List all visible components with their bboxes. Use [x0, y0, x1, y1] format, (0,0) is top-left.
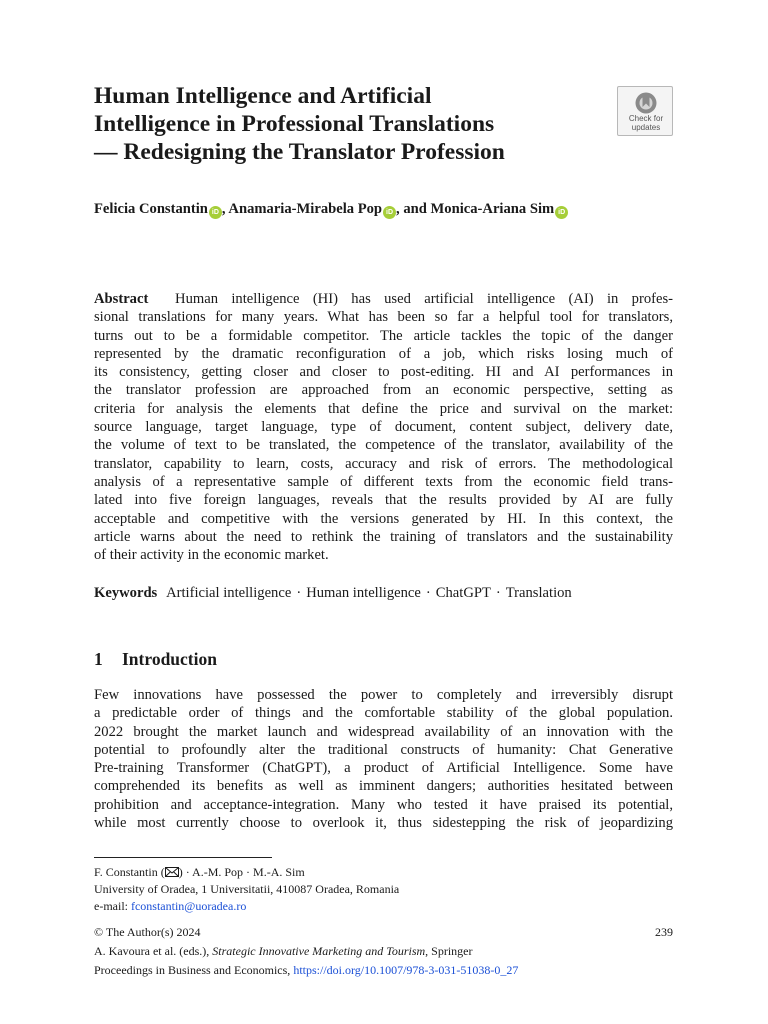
- body-line: Pre-training Transformer (ChatGPT), a product of Artificial Intelligence. Some have: [94, 760, 673, 777]
- check-for-updates-badge[interactable]: [617, 86, 673, 136]
- author-name: Anamaria-Mirabela Pop: [228, 201, 383, 217]
- affiliation: University of Oradea, 1 Universitatii, 410087 Oradea, Romania: [94, 882, 400, 896]
- body-line: comprehended its benefits as well as imminent dangers; authorities hesitated between: [94, 778, 673, 795]
- abstract-line: article warns about the need to rethink the training of translators and the sustainability: [94, 528, 673, 545]
- abstract-line: acceptable and competitive with the versions generated by HI. In this context, the: [94, 510, 673, 527]
- abstract-line: the volume of text to be translated, the competence of the translator, availability of the: [94, 437, 673, 454]
- body-line: prohibition and acceptance-integration. Many who tested it have praised its potential,: [94, 796, 673, 813]
- keywords: [94, 583, 673, 603]
- title-line: Human Intelligence and Artificial: [94, 83, 432, 109]
- keyword-separator: ·: [425, 585, 431, 601]
- abstract-label: Abstract: [94, 291, 149, 307]
- series: Proceedings in Business and Economics,: [94, 963, 294, 977]
- keywords-label: Keywords: [94, 585, 158, 601]
- email-link[interactable]: fconstantin@uoradea.ro: [130, 899, 247, 913]
- crossmark-icon: [632, 91, 660, 115]
- abstract: [94, 290, 673, 564]
- envelope-icon: [165, 867, 179, 877]
- abstract-line: the translator profession are approached from an economic perspective, setting as: [94, 382, 673, 399]
- badge-text-line: Check for: [628, 114, 664, 123]
- email-label: e-mail:: [94, 899, 131, 913]
- coauthors: ) · A.-M. Pop · M.-A. Sim: [178, 865, 305, 879]
- keyword: Artificial intelligence: [166, 585, 292, 601]
- abstract-line: its consistency, getting closer and closer to post-editing. HI and AI performances in: [94, 364, 673, 381]
- footnote-divider: [94, 857, 272, 858]
- author-name: Felicia Constantin: [94, 201, 208, 217]
- abstract-line: source language, target language, type of document, content subject, delivery date,: [94, 419, 673, 436]
- abstract-line: analysis of a representative sample of different texts from the economic field trans-: [94, 473, 673, 490]
- abstract-line: translator, capability to learn, costs, accuracy and risk of errors. The methodological: [94, 455, 673, 472]
- orcid-icon[interactable]: iD: [383, 206, 396, 219]
- body-line: 2022 brought the market launch and widespread availability of an innovation with the: [94, 723, 673, 740]
- abstract-line: of their activity in the economic market.: [94, 547, 329, 564]
- keyword: Translation: [505, 585, 572, 601]
- abstract-line: sional translations for many years. What has been so far a helpful tool for translators,: [94, 309, 673, 326]
- body-line: Few innovations have possessed the power to completely and irreversibly disrupt: [94, 687, 673, 703]
- body-line: while most currently choose to overlook it, thus sidestepping the risk of jeopardizing: [94, 815, 673, 832]
- section-number: 1: [94, 649, 103, 669]
- section-body: [94, 686, 673, 832]
- title-line: Intelligence in Professional Translations: [94, 111, 495, 137]
- publication-info: [94, 923, 673, 980]
- abstract-line: lated into five foreign languages, reveals that the results provided by AI are fully: [94, 492, 673, 509]
- keyword: ChatGPT: [435, 585, 491, 601]
- abstract-line: turns out to be a formidable competitor. The article tackles the topic of the danger: [94, 327, 673, 344]
- author-list: Felicia Constantin iD , Anamaria-Mirabela Pop iD , and Monica-Ariana Sim iD: [94, 199, 694, 219]
- body-line: a predictable order of things and the comfortable stability of the global population.: [94, 705, 673, 722]
- keyword-separator: ·: [296, 585, 302, 601]
- title-line: — Redesigning the Translator Profession: [94, 139, 505, 165]
- section-title: Introduction: [122, 649, 217, 669]
- doi-link[interactable]: https://doi.org/10.1007/978-3-031-51038-0_27: [293, 963, 519, 977]
- publisher: , Springer: [425, 944, 473, 958]
- abstract-line: Human intelligence (HI) has used artificial intelligence (AI) in profes-: [175, 291, 673, 307]
- section-heading: [94, 649, 217, 670]
- orcid-icon[interactable]: iD: [555, 206, 568, 219]
- paper-title: [94, 82, 614, 166]
- footnote: [94, 864, 673, 915]
- page-number: 239: [655, 925, 673, 939]
- orcid-icon[interactable]: iD: [209, 206, 222, 219]
- abstract-line: criteria for analysis the elements that define the price and survival on the market:: [94, 400, 673, 417]
- author-name: Monica-Ariana Sim: [430, 201, 555, 217]
- keyword-separator: ·: [495, 585, 501, 601]
- abstract-line: represented by the dramatic reconfiguration of a job, which risks losing much of: [94, 345, 673, 362]
- badge-text-line: updates: [631, 122, 661, 132]
- keyword: Human intelligence: [306, 585, 421, 601]
- copyright: © The Author(s) 2024: [94, 925, 201, 939]
- body-line: potential to profoundly alter the traditional constructs of humanity: Chat Generative: [94, 741, 673, 758]
- editors: A. Kavoura et al. (eds.),: [94, 944, 213, 958]
- book-title: Strategic Innovative Marketing and Tourism: [212, 944, 426, 958]
- corresponding-author: F. Constantin (: [94, 865, 165, 879]
